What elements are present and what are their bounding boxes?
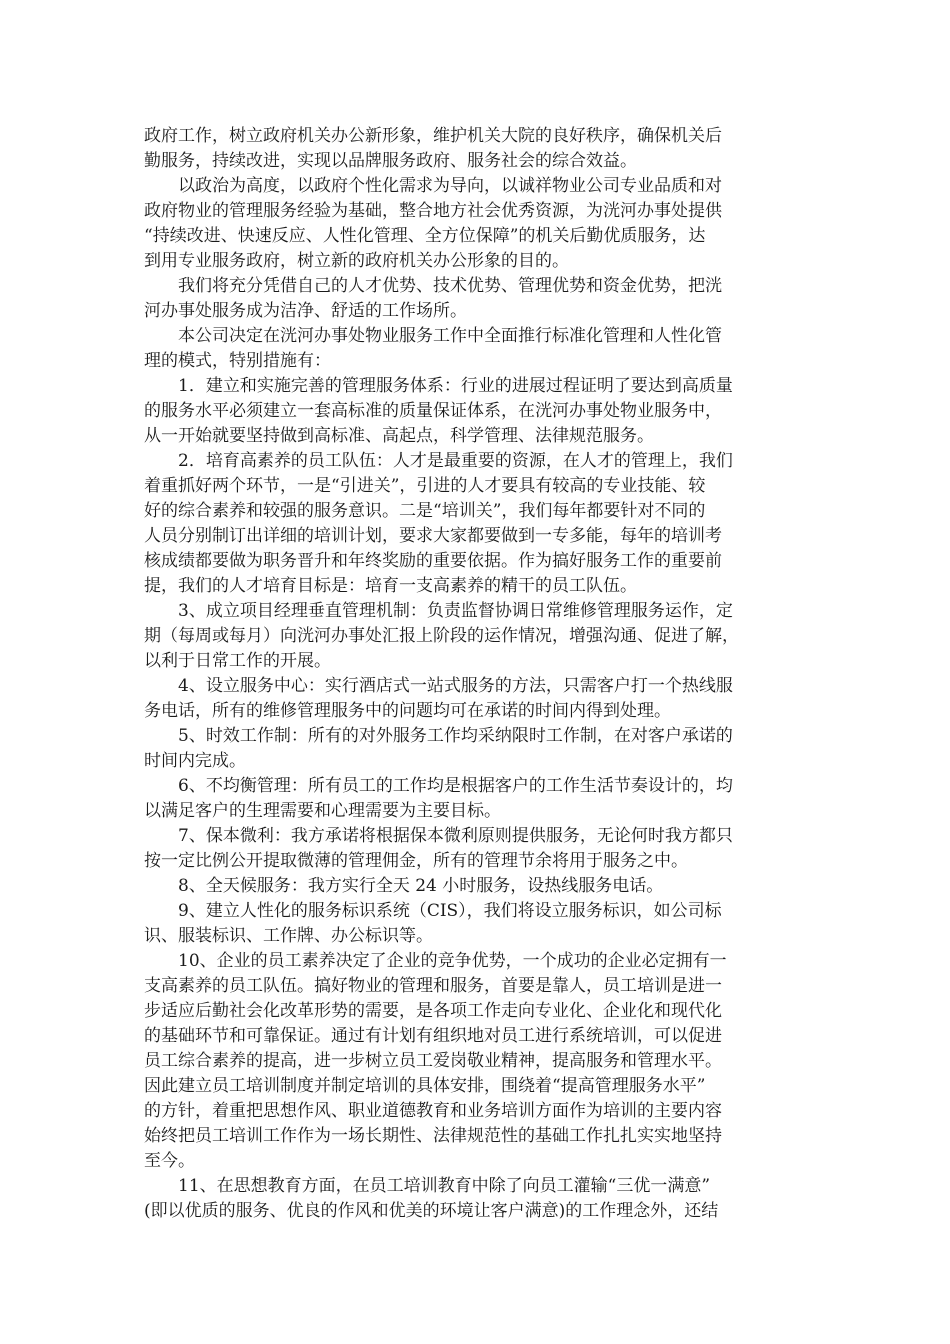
text-line: (即以优质的服务、优良的作风和优美的环境让客户满意)的工作理念外，还结 — [144, 1201, 719, 1221]
text-line: 我们将充分凭借自己的人才优势、技术优势、管理优势和资金优势，把洸 — [178, 276, 722, 296]
text-line: 按一定比例公开提取微薄的管理佣金，所有的管理节余将用于服务之中。 — [144, 851, 688, 871]
text-line: 理的模式，特别措施有： — [144, 351, 331, 371]
text-line: 务电话，所有的维修管理服务中的问题均可在承诺的时间内得到处理。 — [144, 701, 671, 721]
text-line: 支高素养的员工队伍。搞好物业的管理和服务，首要是靠人，员工培训是进一 — [144, 976, 722, 996]
text-line: 9、建立人性化的服务标识系统（CIS），我们将设立服务标识，如公司标 — [178, 901, 722, 921]
text-line: 本公司决定在洸河办事处物业服务工作中全面推行标准化管理和人性化管 — [178, 326, 722, 346]
text-line: 以满足客户的生理需要和心理需要为主要目标。 — [144, 801, 501, 821]
text-line: 从一开始就要坚持做到高标准、高起点，科学管理、法律规范服务。 — [144, 426, 654, 446]
text-line: 的服务水平必须建立一套高标准的质量保证体系，在洸河办事处物业服务中， — [144, 401, 722, 421]
text-line: “持续改进、快速反应、人性化管理、全方位保障”的机关后勤优质服务，达 — [144, 226, 706, 246]
text-line: 7、保本微利：我方承诺将根据保本微利原则提供服务，无论何时我方都只 — [178, 826, 733, 846]
text-line: 3、成立项目经理垂直管理机制：负责监督协调日常维修管理服务运作，定 — [178, 601, 733, 621]
text-line: 的基础环节和可靠保证。通过有计划有组织地对员工进行系统培训，可以促进 — [144, 1026, 722, 1046]
text-line: 至今。 — [144, 1151, 195, 1171]
document-body — [144, 124, 816, 1224]
text-line: 着重抓好两个环节，一是“引进关”，引进的人才要具有较高的专业技能、较 — [144, 476, 706, 496]
text-line: 的方针，着重把思想作风、职业道德教育和业务培训方面作为培训的主要内容 — [144, 1101, 722, 1121]
text-line: 员工综合素养的提高，进一步树立员工爱岗敬业精神，提高服务和管理水平。 — [144, 1051, 722, 1071]
text-line: 因此建立员工培训制度并制定培训的具体安排，围绕着“提高管理服务水平” — [144, 1076, 706, 1096]
text-line: 河办事处服务成为洁净、舒适的工作场所。 — [144, 301, 467, 321]
text-line: 以利于日常工作的开展。 — [144, 651, 331, 671]
text-line: 提，我们的人才培育目标是：培育一支高素养的精干的员工队伍。 — [144, 576, 637, 596]
text-line: 人员分别制订出详细的培训计划，要求大家都要做到一专多能，每年的培训考 — [144, 526, 722, 546]
text-line: 始终把员工培训工作作为一场长期性、法律规范性的基础工作扎扎实实地坚持 — [144, 1126, 722, 1146]
text-line: 1．建立和实施完善的管理服务体系：行业的进展过程证明了要达到高质量 — [178, 376, 733, 396]
text-line: 2．培育高素养的员工队伍：人才是最重要的资源，在人才的管理上，我们 — [178, 451, 733, 471]
text-line: 好的综合素养和较强的服务意识。二是“培训关”，我们每年都要针对不同的 — [144, 501, 706, 521]
text-line: 期（每周或每月）向洸河办事处汇报上阶段的运作情况，增强沟通、促进了解， — [144, 626, 739, 646]
text-line: 识、服装标识、工作牌、办公标识等。 — [144, 926, 433, 946]
text-line: 11、在思想教育方面，在员工培训教育中除了向员工灌输“三优一满意” — [178, 1176, 711, 1196]
text-line: 核成绩都要做为职务晋升和年终奖励的重要依据。作为搞好服务工作的重要前 — [144, 551, 722, 571]
text-line: 到用专业服务政府，树立新的政府机关办公形象的目的。 — [144, 251, 569, 271]
text-line: 4、设立服务中心：实行酒店式一站式服务的方法，只需客户打一个热线服 — [178, 676, 733, 696]
text-line: 以政治为高度，以政府个性化需求为导向，以诚祥物业公司专业品质和对 — [178, 176, 722, 196]
text-line: 时间内完成。 — [144, 751, 246, 771]
text-line: 5、时效工作制：所有的对外服务工作均采纳限时工作制，在对客户承诺的 — [178, 726, 733, 746]
text-line: 步适应后勤社会化改革形势的需要，是各项工作走向专业化、企业化和现代化 — [144, 1001, 722, 1021]
text-line: 政府工作，树立政府机关办公新形象，维护机关大院的良好秩序，确保机关后 — [144, 126, 722, 146]
text-line: 10、企业的员工素养决定了企业的竞争优势，一个成功的企业必定拥有一 — [178, 951, 727, 971]
text-line: 6、不均衡管理：所有员工的工作均是根据客户的工作生活节奏设计的，均 — [178, 776, 733, 796]
text-line: 勤服务，持续改进，实现以品牌服务政府、服务社会的综合效益。 — [144, 151, 637, 171]
text-line: 政府物业的管理服务经验为基础，整合地方社会优秀资源，为洸河办事处提供 — [144, 201, 722, 221]
text-line: 8、全天候服务：我方实行全天 24 小时服务，设热线服务电话。 — [178, 876, 664, 896]
